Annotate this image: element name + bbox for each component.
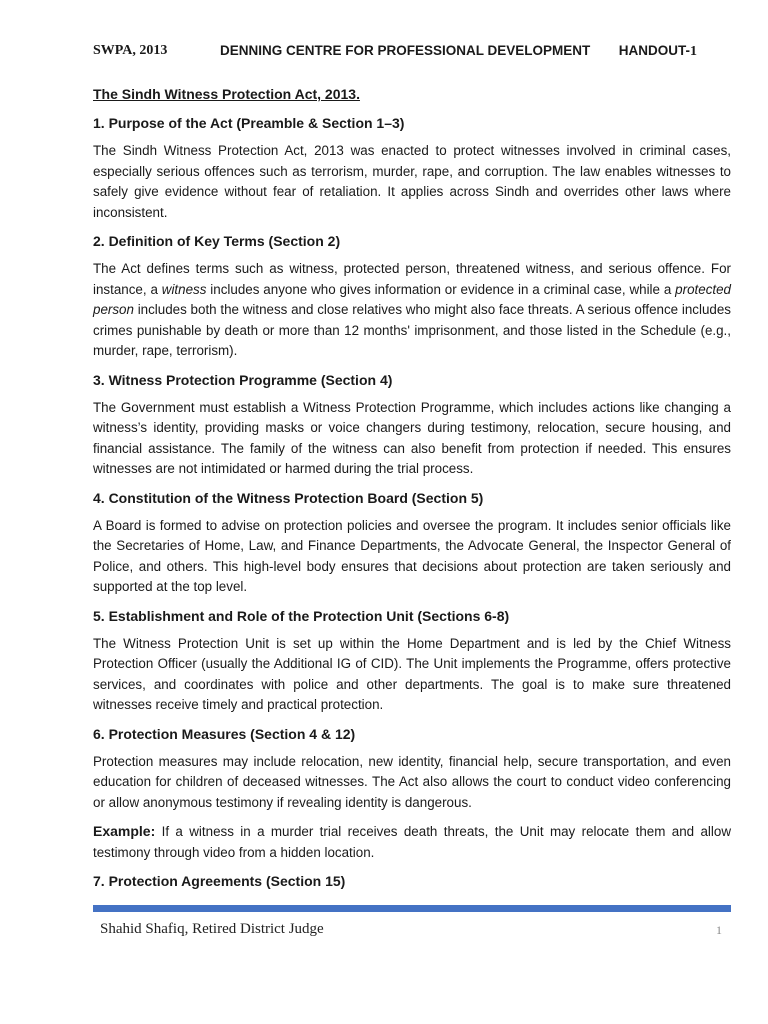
section-heading-2: 2. Definition of Key Terms (Section 2) bbox=[93, 233, 341, 249]
section-heading-7: 7. Protection Agreements (Section 15) bbox=[93, 873, 346, 889]
footer-author: Shahid Shafiq, Retired District Judge bbox=[100, 921, 324, 937]
section-heading-1: 1. Purpose of the Act (Preamble & Section 1–3) bbox=[93, 115, 405, 131]
section-paragraph-3: The Government must establish a Witness Protection Programme, which includes actions like changing a witness’s identity, providing masks or voice changers during testimony, relocation, secure housing, and financial assistance. The family of the witness can also benefit from protection if needed. This ensures witnesses are not intimidated or harmed during the trial process. bbox=[93, 399, 731, 476]
example-label: Example: bbox=[93, 823, 156, 839]
section-paragraph-6: Protection measures may include relocation, new identity, financial help, secure transportation, and even education for children of deceased witnesses. The Act also allows the court to conduct video conferencing or allow anonymous testimony if revealing identity is dangerous. bbox=[93, 753, 731, 810]
example-paragraph bbox=[93, 821, 731, 863]
para-text: The Act defines terms such as witness, protected person, threatened witness, and serious offence. For instance, a bbox=[93, 261, 731, 297]
header-center: DENNING CENTRE FOR PROFESSIONAL DEVELOPMENT bbox=[220, 43, 591, 58]
para-text: includes both the witness and close relatives who might also face threats. A serious offence includes crimes punishable by death or more than 12 months' imprisonment, and those listed in the Schedule (e.g., murder, rape, terrorism). bbox=[93, 302, 731, 358]
footer-divider bbox=[93, 905, 731, 912]
section-heading-3: 3. Witness Protection Programme (Section 4) bbox=[93, 371, 393, 388]
section-heading-4: 4. Constitution of the Witness Protection Board (Section 5) bbox=[93, 489, 484, 506]
section-paragraph-1: The Sindh Witness Protection Act, 2013 was enacted to protect witnesses involved in criminal cases, especially serious offences such as terrorism, murder, rape, and corruption. The law enables witnesses to safely give evidence without fear of retaliation. It applies across Sindh and overrides other laws where inconsistent. bbox=[93, 143, 731, 220]
section-paragraph-4: A Board is formed to advise on protection policies and oversee the program. It includes senior officials like the Secretaries of Home, Law, and Finance Departments, the Advocate General, the Inspector General of Police, and others. This high-level body ensures that decisions about protection are taken seriously and supported at the top level. bbox=[93, 517, 731, 594]
header-right-label: HANDOUT- bbox=[618, 43, 690, 58]
italic-term-protected-person: protected person bbox=[93, 281, 732, 317]
section-paragraph-2 bbox=[93, 259, 731, 362]
page-header bbox=[93, 43, 697, 63]
header-left: SWPA, 2013 bbox=[93, 43, 168, 58]
document-title: The Sindh Witness Protection Act, 2013. bbox=[93, 86, 360, 102]
header-right-number: 1 bbox=[690, 44, 697, 59]
section-heading-6: 6. Protection Measures (Section 4 & 12) bbox=[93, 725, 356, 742]
section-heading-5: 5. Establishment and Role of the Protection Unit (Sections 6-8) bbox=[93, 607, 510, 624]
section-paragraph-5: The Witness Protection Unit is set up within the Home Department and is led by the Chief Witness Protection Officer (usually the Additional IG of CID). The Unit implements the Programme, offers protective services, and coordinates with police and other departments. The goal is to make sure threatened witnesses receive timely and practical protection. bbox=[93, 635, 731, 712]
header-right bbox=[619, 43, 697, 60]
italic-term-witness: witness bbox=[161, 281, 207, 297]
page-number: 1 bbox=[716, 923, 722, 937]
example-text: If a witness in a murder trial receives death threats, the Unit may relocate them and allow testimony through video from a hidden location. bbox=[93, 824, 731, 860]
document-body bbox=[93, 83, 731, 899]
para-text: includes anyone who gives information or evidence in a criminal case, while a bbox=[206, 281, 676, 297]
